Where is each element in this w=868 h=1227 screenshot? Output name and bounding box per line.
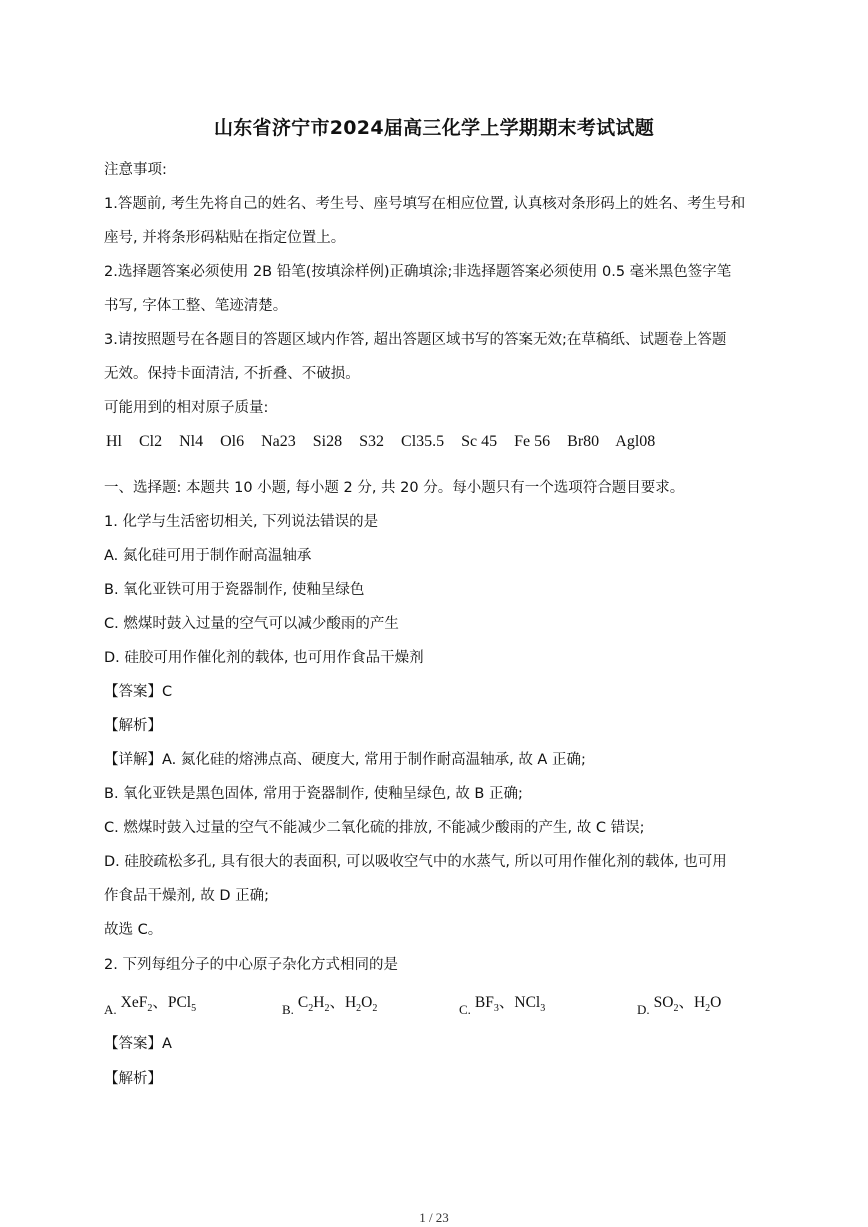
question-1-stem: 1. 化学与生活密切相关, 下列说法错误的是 (104, 514, 379, 530)
page-title: 山东省济宁市2024届高三化学上学期期末考试试题 (213, 117, 655, 139)
notice-line: 无效。保持卡面清洁, 不折叠、不破损。 (104, 366, 360, 382)
notice-line: 座号, 并将条形码粘贴在指定位置上。 (104, 230, 346, 246)
mass-item: Si28 (312, 433, 343, 450)
question-1-answer: 【答案】C (104, 684, 173, 700)
analysis-line: 故选 C。 (104, 922, 163, 938)
option-letter: D. (637, 1002, 650, 1017)
analysis-line: 【详解】A. 氮化硅的熔沸点高、硬度大, 常用于制作耐高温轴承, 故 A 正确; (104, 752, 586, 768)
notice-line: 1.答题前, 考生先将自己的姓名、考生号、座号填写在相应位置, 认真核对条形码上的姓名、考生号和 (104, 196, 746, 212)
atomic-mass-list (106, 433, 668, 451)
mass-item: Ol6 (220, 433, 245, 450)
mass-item: Hl (106, 433, 122, 450)
notice-line: 2.选择题答案必须使用 2B 铅笔(按填涂样例)正确填涂;非选择题答案必须使用 0.5 毫米黑色签字笔 (104, 264, 732, 280)
question-1-option-d: D. 硅胶可用作催化剂的载体, 也可用作食品干燥剂 (104, 650, 424, 666)
analysis-line: D. 硅胶疏松多孔, 具有很大的表面积, 可以吸收空气中的水蒸气, 所以可用作催化剂的载体, 也可用 (104, 854, 727, 870)
analysis-line: 作食品干燥剂, 故 D 正确; (104, 888, 269, 904)
mass-item: Cl2 (139, 433, 163, 450)
question-1-option-c: C. 燃煤时鼓入过量的空气可以减少酸雨的产生 (104, 616, 399, 632)
question-2-answer: 【答案】A (104, 1036, 172, 1052)
question-2-option-a: $_{A.}$ XeF$_2$、PCl$_5$ (104, 994, 197, 1017)
mass-item: S32 (359, 433, 385, 450)
question-2-stem: 2. 下列每组分子的中心原子杂化方式相同的是 (104, 957, 398, 973)
question-1-option-b: B. 氧化亚铁可用于瓷器制作, 使釉呈绿色 (104, 582, 365, 598)
notice-heading: 注意事项: (104, 162, 167, 178)
section-heading: 一、选择题: 本题共 10 小题, 每小题 2 分, 共 20 分。每小题只有一个选项符合题目要求。 (104, 480, 685, 496)
question-1-option-a: A. 氮化硅可用于制作耐高温轴承 (104, 548, 312, 564)
notice-line: 3.请按照题号在各题目的答题区域内作答, 超出答题区域书写的答案无效;在草稿纸、试题卷上答题 (104, 332, 727, 348)
mass-item: Nl4 (179, 433, 204, 450)
mass-item: Cl35.5 (401, 433, 445, 450)
analysis-line: B. 氧化亚铁是黑色固体, 常用于瓷器制作, 使釉呈绿色, 故 B 正确; (104, 786, 523, 802)
mass-heading: 可能用到的相对原子质量: (104, 400, 269, 416)
analysis-line: C. 燃煤时鼓入过量的空气不能减少二氧化硫的排放, 不能减少酸雨的产生, 故 C 错误; (104, 820, 645, 836)
page-number: 1 / 23 (419, 1210, 449, 1225)
question-2-option-b: $_{B.}$ $C_2H_2$、$H_2O_2$ (282, 994, 378, 1017)
question-2-analysis-heading: 【解析】 (104, 1071, 162, 1087)
question-2-option-d: $_{D.}$ $SO_2$、$H_2O$ (637, 994, 722, 1017)
mass-item: Br80 (567, 433, 600, 450)
option-letter: C. (459, 1002, 471, 1017)
option-letter: B. (282, 1002, 294, 1017)
question-1-analysis-heading: 【解析】 (104, 718, 162, 734)
mass-item: Na23 (261, 433, 296, 450)
option-letter: A. (104, 1002, 117, 1017)
question-2-option-c: $_{C.}$ $BF_3$、NCl$_3$ (459, 994, 546, 1017)
notice-line: 书写, 字体工整、笔迹清楚。 (104, 298, 288, 314)
mass-item: Sc 45 (461, 433, 498, 450)
mass-item: Agl08 (615, 433, 656, 450)
mass-item: Fe 56 (514, 433, 551, 450)
